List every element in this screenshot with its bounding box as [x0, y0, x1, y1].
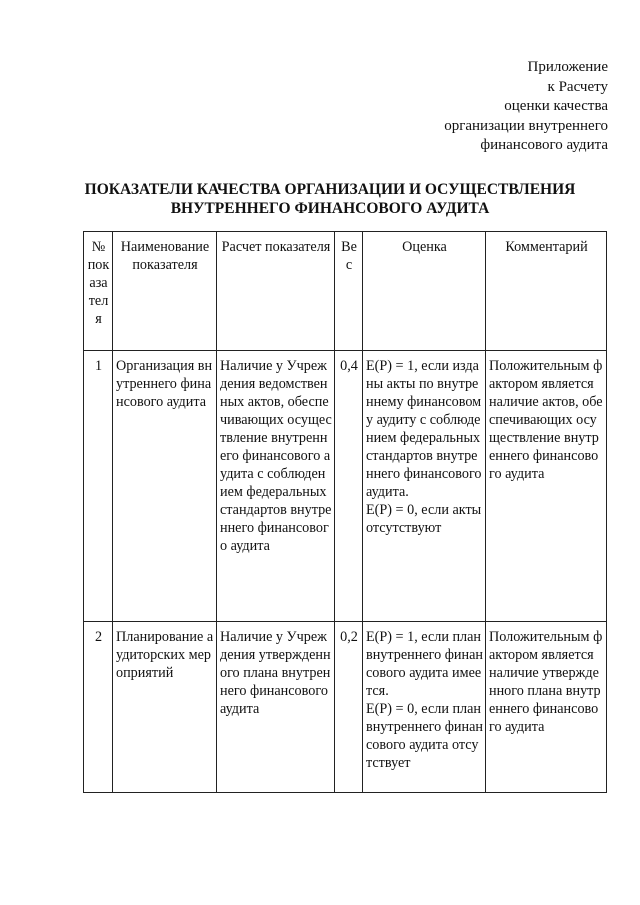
indicator-name: Организация внутреннего финансового аудита: [113, 351, 217, 622]
header-calculation: Расчет показателя: [217, 232, 335, 351]
document-title: [40, 180, 620, 218]
assessment-negative: E(P) = 0, если акты отсутствуют: [366, 502, 482, 536]
indicator-calculation: Наличие у Учреждения утвержденного плана внутреннего финансового аудита: [217, 622, 335, 793]
table-header-row: [84, 232, 607, 351]
assessment-negative: E(P) = 0, если план внутреннего финансового аудита отсутствует: [366, 701, 484, 771]
indicator-weight: 0,2: [335, 622, 363, 793]
indicator-assessment: [363, 351, 486, 622]
indicator-comment: Положительным фактором является наличие утвержденного плана внутреннего финансового аудита: [486, 622, 607, 793]
row-number: 2: [84, 622, 113, 793]
header-weight: Вес: [335, 232, 363, 351]
header-name: Наименование показателя: [113, 232, 217, 351]
appendix-line: к Расчету: [547, 78, 608, 95]
assessment-positive: E(P) = 1, если план внутреннего финансового аудита имеется.: [366, 629, 484, 699]
indicator-calculation: Наличие у Учреждения ведомственных актов, обеспечивающих осуществление внутреннего финансового аудита с соблюдением федеральных стандартов внутреннего финансового аудита: [217, 351, 335, 622]
title-line-2: ВНУТРЕННЕГО ФИНАНСОВОГО АУДИТА: [170, 200, 490, 217]
appendix-note: [348, 58, 608, 156]
table-row: [84, 351, 607, 622]
appendix-line: организации внутреннего: [444, 117, 608, 134]
indicator-assessment: [363, 622, 486, 793]
appendix-line: оценки качества: [504, 98, 608, 114]
title-line-1: ПОКАЗАТЕЛИ КАЧЕСТВА ОРГАНИЗАЦИИ И ОСУЩЕСТВЛЕНИЯ: [84, 181, 576, 198]
indicator-weight: 0,4: [335, 351, 363, 622]
header-comment: Комментарий: [486, 232, 607, 351]
appendix-line: Приложение: [527, 59, 608, 75]
appendix-line: финансового аудита: [480, 137, 608, 153]
indicator-name: Планирование аудиторских мероприятий: [113, 622, 217, 793]
assessment-positive: E(P) = 1, если изданы акты по внутреннему финансовому аудиту с соблюдением федеральных стандартов внутреннего финансового аудита.: [366, 358, 482, 500]
table-row: [84, 622, 607, 793]
header-number: № показателя: [84, 232, 113, 351]
row-number: 1: [84, 351, 113, 622]
indicator-comment: Положительным фактором является наличие актов, обеспечивающих осуществление внутреннего финансового аудита: [486, 351, 607, 622]
indicators-table: [83, 231, 607, 793]
header-assessment: Оценка: [363, 232, 486, 351]
